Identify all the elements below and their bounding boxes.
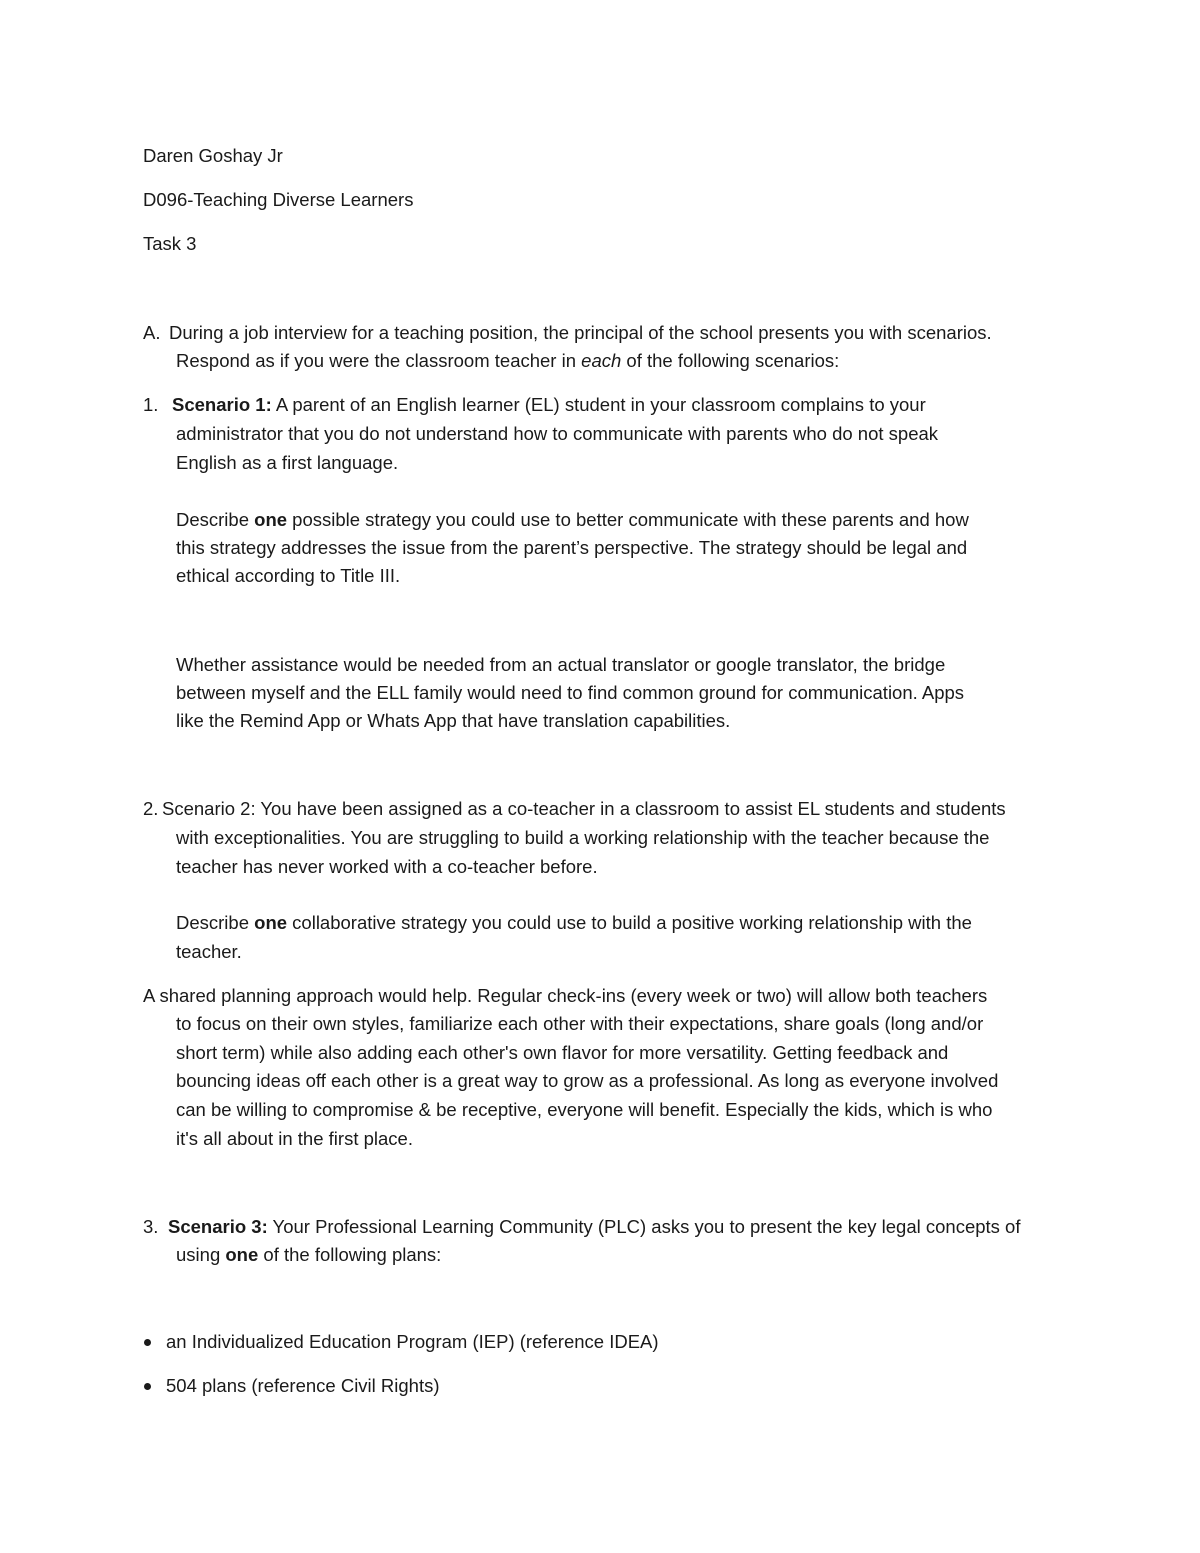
section-a-text-end: of the following scenarios: [621,350,840,371]
bullet-icon [144,1339,151,1346]
scenario-2-answer-line-3: short term) while also adding each other's own flavor for more versatility. Getting feedback and [176,1042,949,1063]
scenario-3-prompt-text-2: using [176,1244,226,1265]
scenario-2-task-line-1 [176,912,972,934]
scenario-1-task-line-3: ethical according to Title III. [176,565,401,586]
course-title: D096-Teaching Diverse Learners [143,189,414,210]
section-a-text: Respond as if you were the classroom teacher in [176,350,582,371]
scenario-1-task-line-1 [176,509,969,531]
bullet-icon [144,1383,151,1390]
task-label: Task 3 [143,233,197,254]
scenario-2-prompt-text: You have been assigned as a co-teacher in a classroom to assist EL students and students [255,798,1006,819]
bullet-item-iep: an Individualized Education Program (IEP) (reference IDEA) [166,1331,659,1352]
scenario-1-prompt-line-1 [172,394,926,416]
scenario-2-task-text: Describe [176,912,255,933]
scenario-2-answer-line-5: can be willing to compromise & be receptive, everyone will benefit. Especially the kids, which is who [176,1099,993,1120]
scenario-3-prompt-line-2 [176,1244,441,1266]
scenario-2-prompt-line-2: with exceptionalities. You are struggling to build a working relationship with the teacher because the [176,827,990,848]
scenario-2-answer-line-2: to focus on their own styles, familiarize each other with their expectations, share goals (long and/or [176,1013,984,1034]
scenario-1-prompt-line-2: administrator that you do not understand how to communicate with parents who do not speak [176,423,939,444]
scenario-3-prompt-text-end: of the following plans: [258,1244,442,1265]
author-name: Daren Goshay Jr [143,145,283,166]
scenario-2-prompt-line-1 [162,798,1006,820]
scenario-2-prompt-line-3: teacher has never worked with a co-teacher before. [176,856,598,877]
scenario-2-label: Scenario 2: [162,798,256,819]
scenario-1-label: Scenario 1: [172,394,272,415]
scenario-2-marker: 2. [143,798,159,819]
scenario-3-prompt-line-1 [168,1216,1021,1238]
scenario-1-prompt-line-3: English as a first language. [176,452,399,473]
scenario-2-task-bold: one [254,912,288,933]
bullet-item-504: 504 plans (reference Civil Rights) [166,1375,440,1396]
scenario-2-answer-line-1: A shared planning approach would help. Regular check-ins (every week or two) will allow both teachers [143,985,988,1006]
scenario-1-prompt-text: A parent of an English learner (EL) student in your classroom complains to your [271,394,926,415]
scenario-3-label: Scenario 3: [168,1216,268,1237]
section-a-marker: A. [143,322,161,343]
scenario-1-marker: 1. [143,394,159,415]
scenario-3-prompt-bold: one [225,1244,259,1265]
scenario-2-answer-line-6: it's all about in the first place. [176,1128,413,1149]
scenario-2-task-text-end: collaborative strategy you could use to build a positive working relationship with the [287,912,972,933]
section-a-emphasis: each [581,350,622,371]
scenario-1-task-bold: one [254,509,288,530]
section-a-line-1: During a job interview for a teaching position, the principal of the school presents you with scenarios. [169,322,992,343]
scenario-2-answer-line-4: bouncing ideas off each other is a great way to grow as a professional. As long as everyone involved [176,1070,999,1091]
scenario-1-task-text: Describe [176,509,255,530]
scenario-2-task-line-2: teacher. [176,941,242,962]
scenario-1-answer-line-1: Whether assistance would be needed from an actual translator or google translator, the bridge [176,654,946,675]
scenario-3-marker: 3. [143,1216,159,1237]
scenario-1-answer-line-2: between myself and the ELL family would need to find common ground for communication. Apps [176,682,965,703]
scenario-3-prompt-text: Your Professional Learning Community (PLC) asks you to present the key legal concepts of [267,1216,1021,1237]
scenario-1-task-text-end: possible strategy you could use to better communicate with these parents and how [287,509,969,530]
scenario-1-task-line-2: this strategy addresses the issue from the parent’s perspective. The strategy should be legal and [176,537,968,558]
section-a-line-2 [176,350,839,372]
scenario-1-answer-line-3: like the Remind App or Whats App that have translation capabilities. [176,710,731,731]
